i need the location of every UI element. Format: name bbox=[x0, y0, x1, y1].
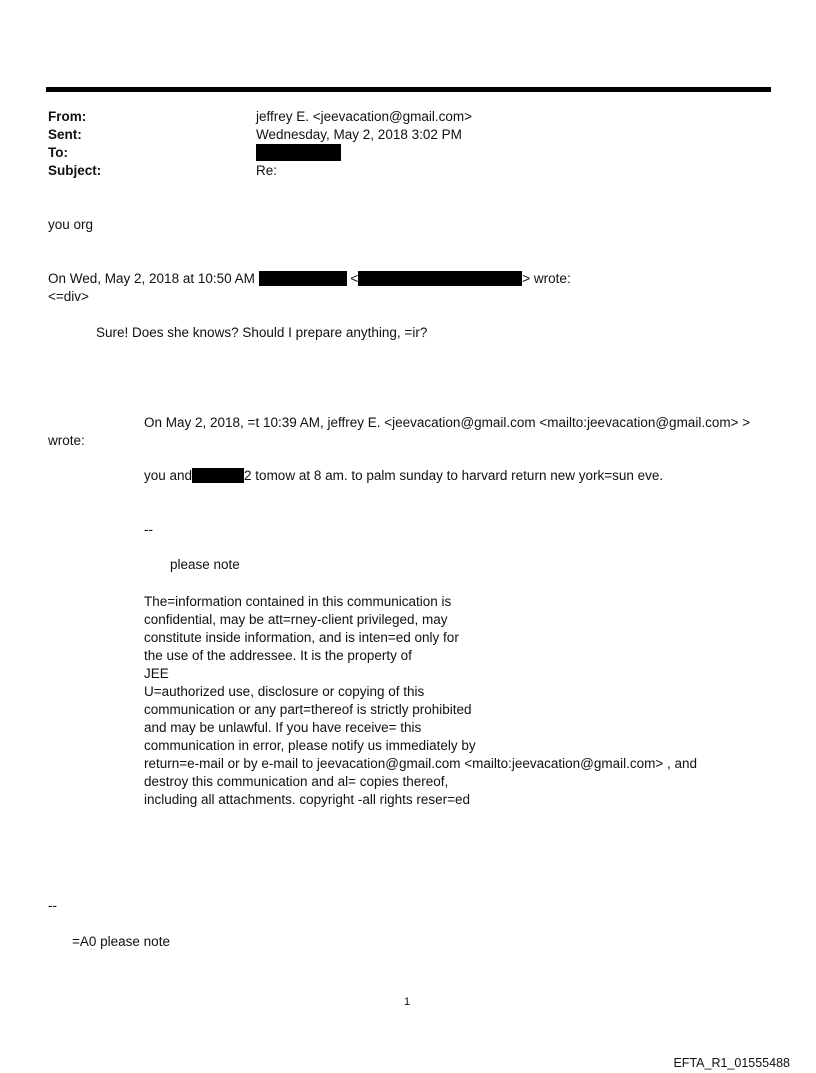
redaction-box bbox=[256, 144, 341, 161]
div-tag: <=div> bbox=[48, 289, 89, 304]
subject-value: Re: bbox=[256, 163, 278, 178]
disclaimer-line: destroy this communication and al= copies thereof, bbox=[144, 774, 449, 789]
quote-header bbox=[48, 271, 571, 286]
from-value: jeffrey E. <jeevacation@gmail.com> bbox=[256, 109, 473, 124]
quote-header-lt: < bbox=[350, 271, 359, 286]
nested-message bbox=[144, 468, 663, 483]
disclaimer-line: constitute inside information, and is inten=ed only for bbox=[144, 630, 459, 645]
disclaimer-block bbox=[144, 593, 697, 809]
document-id: EFTA_R1_01555488 bbox=[673, 1056, 790, 1070]
signature-dashes: -- bbox=[144, 522, 153, 537]
redaction-box bbox=[192, 468, 244, 483]
nested-header: On May 2, 2018, =t 10:39 AM, jeffrey E. <jeevacation@gmail.com <mailto:jeevacation@gmail.com> > bbox=[144, 415, 751, 430]
header-rule bbox=[46, 87, 771, 92]
subject-label: Subject: bbox=[48, 163, 102, 178]
nested-wrote: wrote: bbox=[48, 433, 85, 448]
disclaimer-line: including all attachments. copyright -all rights reser=ed bbox=[144, 792, 471, 807]
disclaimer-line: JEE bbox=[144, 666, 169, 681]
from-label: From: bbox=[48, 109, 87, 124]
redaction-box bbox=[358, 271, 522, 286]
page-number: 1 bbox=[404, 996, 411, 1008]
redaction-box bbox=[259, 271, 347, 286]
sent-value: Wednesday, May 2, 2018 3:02 PM bbox=[256, 127, 462, 142]
to-value bbox=[256, 144, 341, 161]
quote-header-end: > wrote: bbox=[522, 271, 571, 286]
disclaimer-line: communication or any part=thereof is strictly prohibited bbox=[144, 702, 472, 717]
reply-text: you org bbox=[48, 217, 94, 232]
outer-dashes: -- bbox=[48, 898, 57, 913]
sent-label: Sent: bbox=[48, 127, 82, 142]
please-note: please note bbox=[170, 557, 240, 572]
disclaimer-line: The=information contained in this communication is bbox=[144, 594, 452, 609]
outer-note: =A0 please note bbox=[72, 934, 170, 949]
disclaimer-line: the use of the addressee. It is the property of bbox=[144, 648, 412, 663]
disclaimer-line: U=authorized use, disclosure or copying of this bbox=[144, 684, 425, 699]
to-label: To: bbox=[48, 145, 68, 160]
quoted-reply: Sure! Does she knows? Should I prepare anything, =ir? bbox=[96, 325, 428, 340]
disclaimer-line: and may be unlawful. If you have receive= this bbox=[144, 720, 422, 735]
nested-msg-end: 2 tomow at 8 am. to palm sunday to harvard return new york=sun eve. bbox=[244, 468, 664, 483]
disclaimer-line: return=e-mail or by e-mail to jeevacation@gmail.com <mailto:jeevacation@gmail.com> , and bbox=[144, 756, 698, 771]
quote-header-start: On Wed, May 2, 2018 at 10:50 AM bbox=[48, 271, 255, 286]
nested-msg-start: you and bbox=[144, 468, 193, 483]
disclaimer-line: confidential, may be att=rney-client privileged, may bbox=[144, 612, 448, 627]
disclaimer-line: communication in error, please notify us immediately by bbox=[144, 738, 476, 753]
